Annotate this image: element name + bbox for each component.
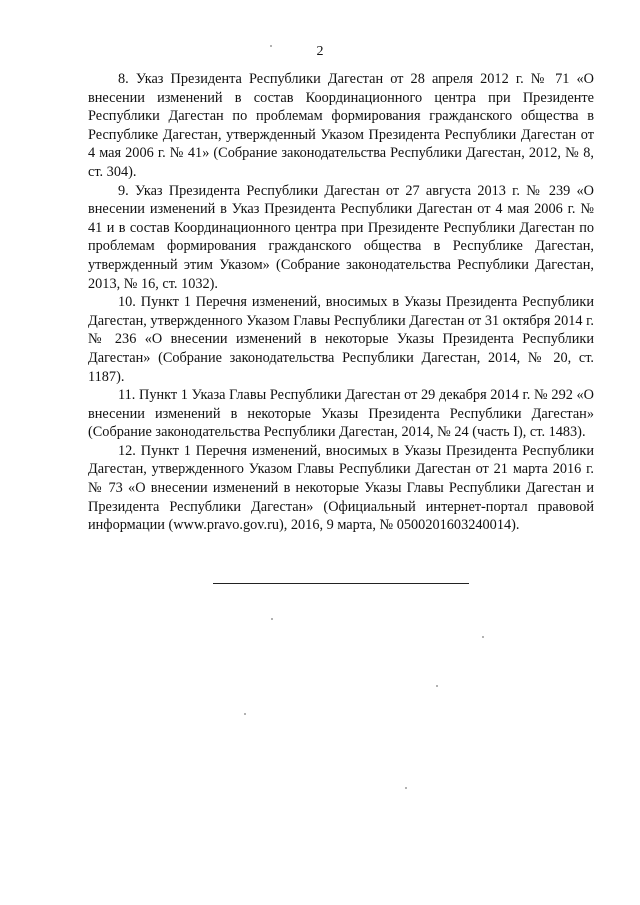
list-item-11: 11. Пункт 1 Указа Главы Республики Дагестан от 29 декабря 2014 г. № 292 «О внесении изменений в некоторые Указы Президента Республики Дагестан» (Собрание законодательства Республики Дагестан, 2014, № 24 (часть I), ст. 1483). — [88, 387, 594, 441]
page-number: 2 — [316, 44, 324, 59]
list-item-12: 12. Пункт 1 Перечня изменений, вносимых в Указы Президента Республики Дагестан, утвержденного Указом Главы Республики Дагестан от 21 марта 2016 г. № 73 «О внесении изменений в некоторые Указы Главы Республики Дагестан и Президента Республики Дагестан» (Официальный интернет-портал правовой информации (www.pravo.gov.ru), 2016, 9 марта, № 0500201603240014). — [88, 442, 594, 534]
list-item-8: 8. Указ Президента Республики Дагестан от 28 апреля 2012 г. № 71 «О внесении изменений в состав Координационного центра при Президенте Республики Дагестан по проблемам формирования гражданского общества в Республике Дагестан, утвержденный Указом Президента Республики Дагестан от 4 мая 2006 г. № 41» (Собрание законодательства Республики Дагестан, 2012, № 8, ст. 304). — [88, 71, 594, 180]
list-item-10: 10. Пункт 1 Перечня изменений, вносимых в Указы Президента Республики Дагестан, утвержденного Указом Главы Республики Дагестан от 31 октября 2014 г. № 236 «О внесении изменений в некоторые Указы Президента Республики Дагестан» (Собрание законодательства Республики Дагестан, 2014, № 20, ст. 1187). — [88, 294, 594, 385]
scan-speck — [405, 787, 407, 789]
scan-speck — [270, 45, 272, 47]
scan-speck — [271, 618, 273, 620]
scan-speck — [436, 685, 438, 687]
scan-speck — [482, 636, 484, 638]
scan-speck — [244, 713, 246, 715]
list-item-9: 9. Указ Президента Республики Дагестан от 27 августа 2013 г. № 239 «О внесении изменений в Указ Президента Республики Дагестан от 4 мая 2006 г. № 41 и в состав Координационного центра при Президенте Республики Дагестан по проблемам формирования гражданского общества в Республике Дагестан, утвержденный этим Указом» (Собрание законодательства Республики Дагестан, 2013, № 16, ст. 1032). — [88, 182, 594, 292]
document-body — [88, 70, 594, 535]
end-divider — [213, 583, 469, 584]
